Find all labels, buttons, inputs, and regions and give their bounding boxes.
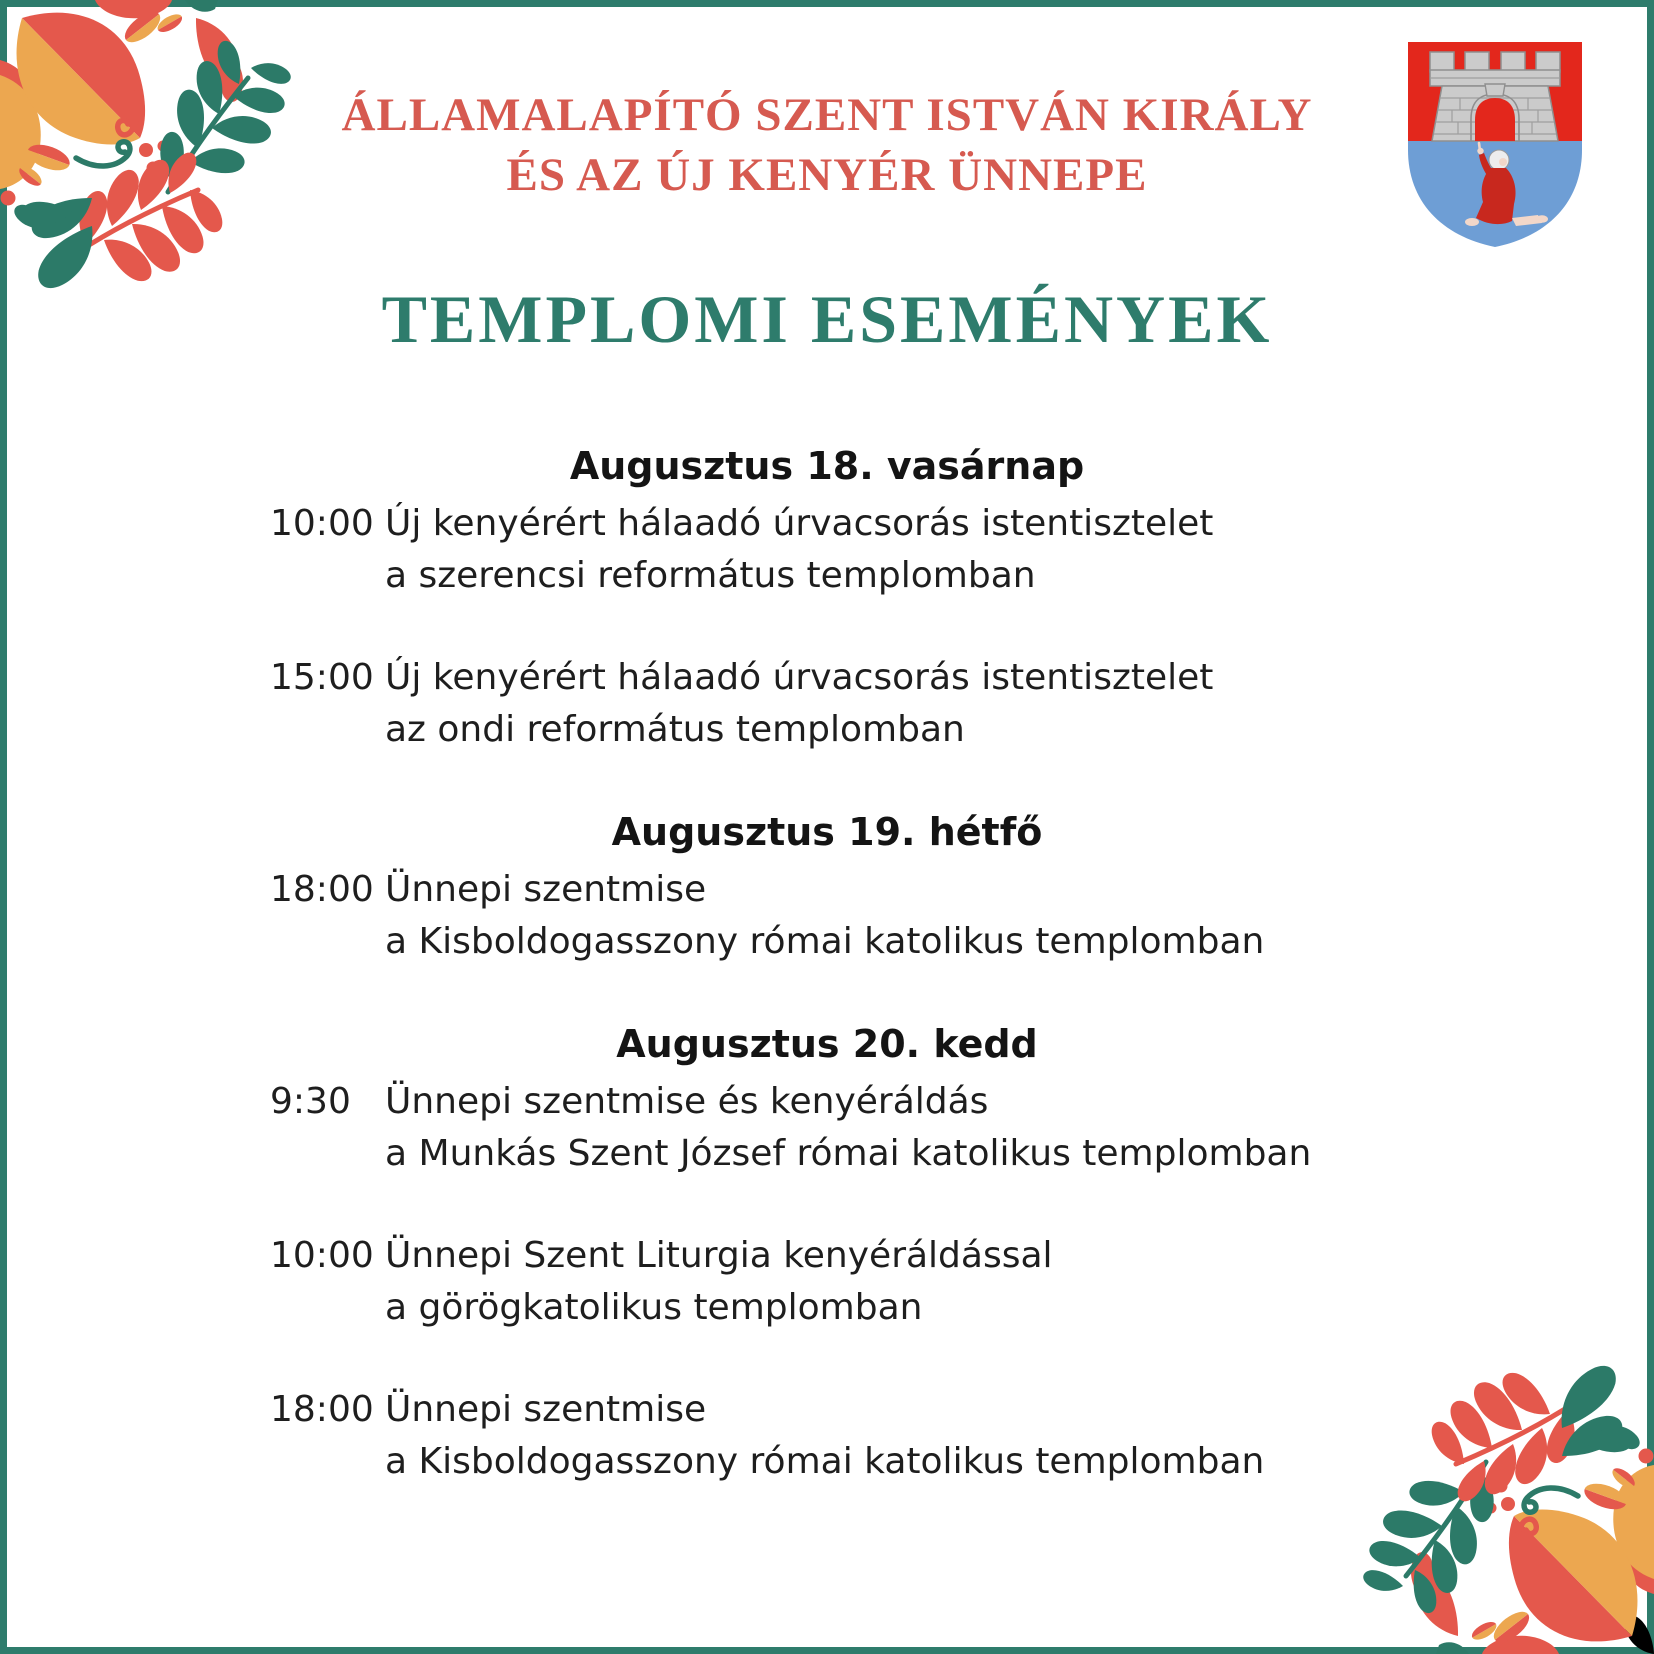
event-description: [385, 864, 1264, 968]
event-time: 18:00: [270, 1389, 374, 1430]
event-title: Ünnepi Szent Liturgia kenyéráldással: [385, 1235, 1053, 1276]
event-title: Új kenyérért hálaadó úrvacsorás istentisztelet: [385, 503, 1214, 544]
heading-line-1: ÁLLAMALAPÍTÓ SZENT ISTVÁN KIRÁLY: [341, 89, 1313, 141]
event-time: 9:30: [270, 1081, 351, 1122]
schedule-section: [0, 806, 1654, 968]
schedule-section: [0, 440, 1654, 756]
event-time: 15:00: [270, 657, 374, 698]
page-title: TEMPLOMI ESEMÉNYEK: [381, 281, 1273, 357]
event-location: a szerencsi református templomban: [385, 555, 1036, 596]
event-title: Új kenyérért hálaadó úrvacsorás istentisztelet: [385, 657, 1214, 698]
event-location: a Kisboldogasszony római katolikus templomban: [385, 1441, 1265, 1482]
event-time: 10:00: [270, 1235, 374, 1276]
event-description: [385, 1230, 1053, 1334]
folk-floral-ornament-top-left-icon: [0, 0, 310, 300]
event-location: a görögkatolikus templomban: [385, 1287, 923, 1328]
heading-line-2: ÉS AZ ÚJ KENYÉR ÜNNEPE: [506, 148, 1148, 201]
day-heading: Augusztus 19. hétfő: [611, 810, 1043, 854]
event-title: Ünnepi szentmise: [385, 869, 707, 910]
event-row: [0, 864, 1654, 968]
event-location: a Munkás Szent József római katolikus templomban: [385, 1133, 1312, 1174]
event-title: Ünnepi szentmise: [385, 1389, 707, 1430]
event-description: [385, 652, 1213, 756]
event-title: Ünnepi szentmise és kenyéráldás: [385, 1081, 989, 1122]
event-row: [0, 652, 1654, 756]
event-row: [0, 1076, 1654, 1180]
event-time: 18:00: [270, 869, 374, 910]
event-location: az ondi református templomban: [385, 709, 965, 750]
event-row: [0, 1230, 1654, 1334]
day-heading: Augusztus 20. kedd: [616, 1022, 1038, 1066]
event-description: [385, 1076, 1311, 1180]
event-location: a Kisboldogasszony római katolikus templomban: [385, 921, 1265, 962]
event-description: [385, 498, 1213, 602]
event-time: 10:00: [270, 503, 374, 544]
folk-floral-ornament-bottom-right-icon: [1344, 1354, 1654, 1654]
event-description: [385, 1384, 1264, 1488]
day-heading: Augusztus 18. vasárnap: [569, 444, 1085, 488]
event-row: [0, 498, 1654, 602]
